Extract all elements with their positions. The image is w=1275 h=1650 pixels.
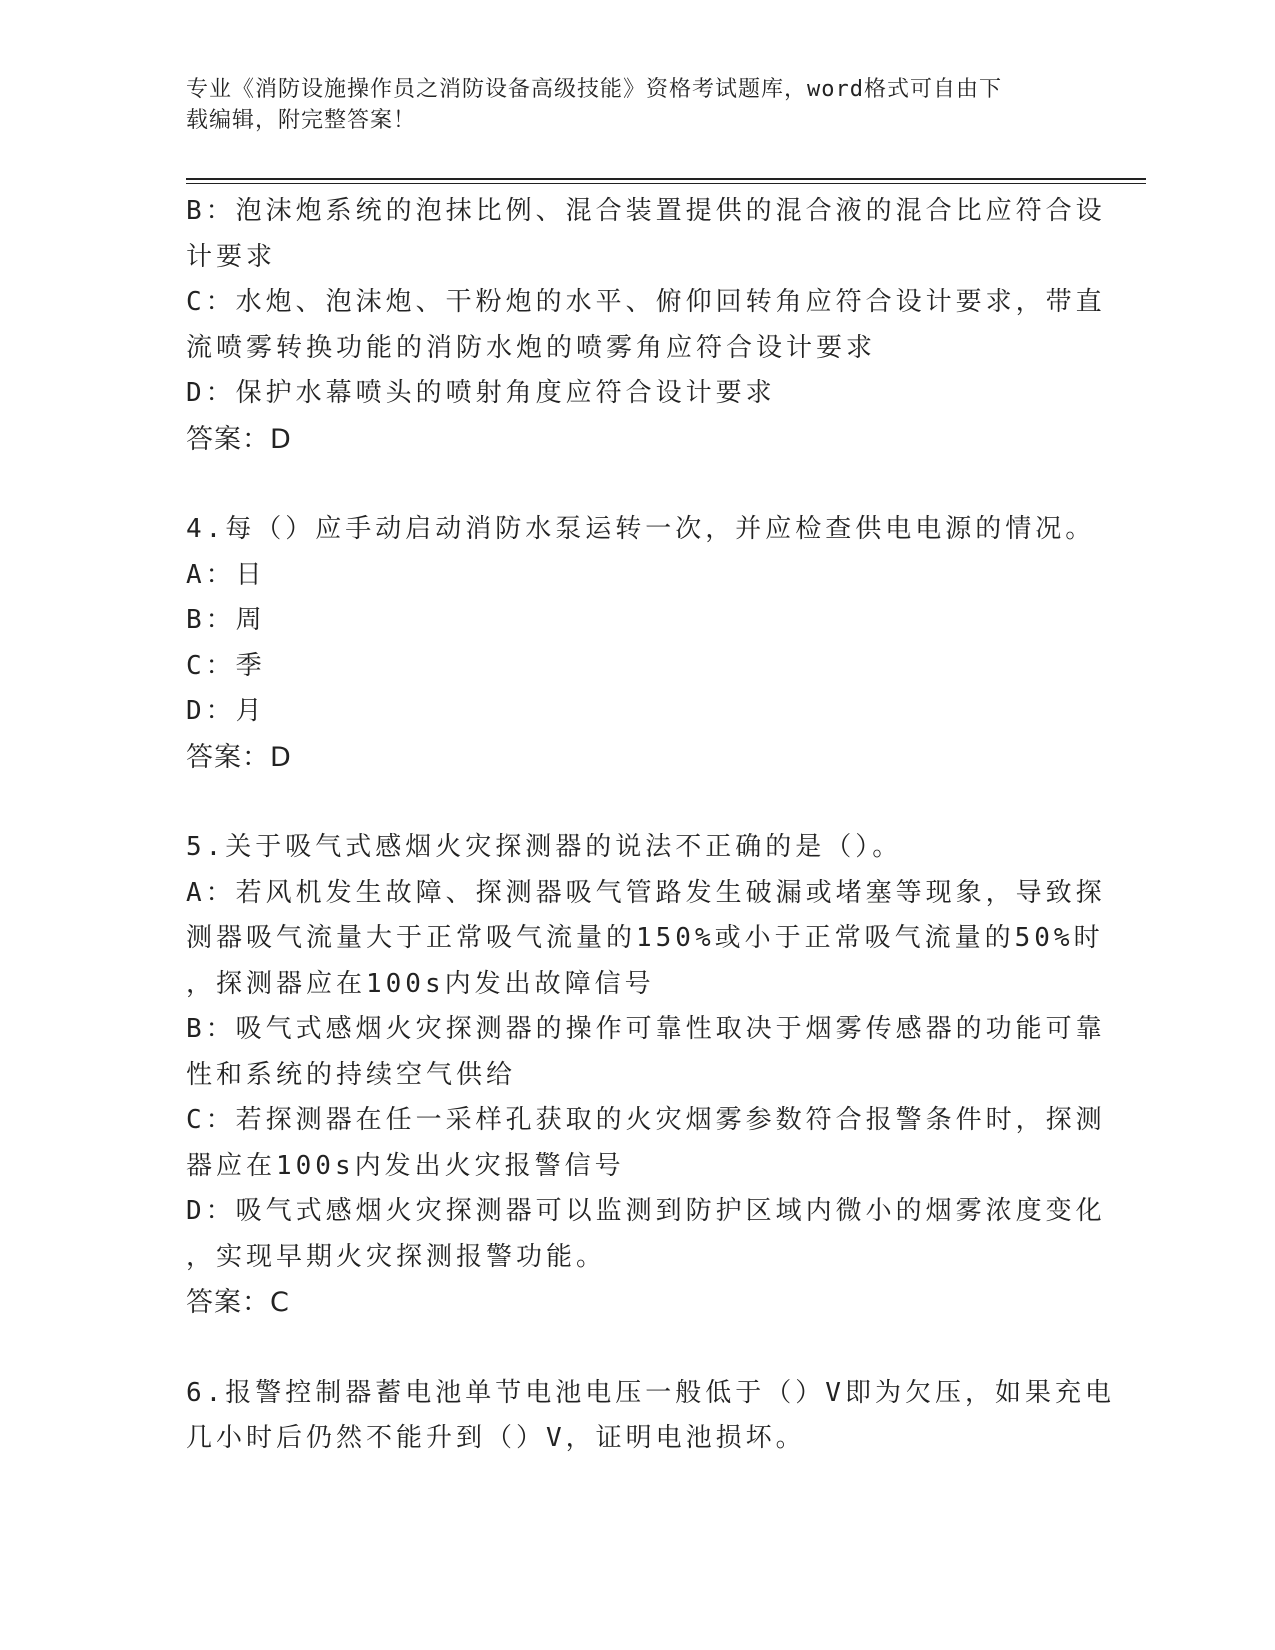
q6-question-line-2: 几小时后仍然不能升到（）V，证明电池损坏。 <box>186 1423 806 1453</box>
q5-question: 5.关于吸气式感烟火灾探测器的说法不正确的是（）。 <box>186 832 903 862</box>
q3-option-c-line-1: C：水炮、泡沫炮、干粉炮的水平、俯仰回转角应符合设计要求，带直 <box>186 287 1106 317</box>
q5-option-a-line-3: ，探测器应在100s内发出故障信号 <box>186 968 655 999</box>
q3-option-b-line-1: B：泡沫炮系统的泡抹比例、混合装置提供的混合液的混合比应符合设 <box>186 196 1106 226</box>
spacer <box>186 462 1086 507</box>
document-body <box>186 189 1115 1462</box>
q3-option-c-line-2: 流喷雾转换功能的消防水炮的喷雾角应符合设计要求 <box>186 332 877 363</box>
q5-answer: 答案：C <box>186 1287 290 1318</box>
q5-option-b-line-1: B：吸气式感烟火灾探测器的操作可靠性取决于烟雾传感器的功能可靠 <box>186 1014 1106 1044</box>
q5-option-b-line-2: 性和系统的持续空气供给 <box>186 1059 517 1090</box>
q5-option-c-line-1: C：若探测器在任一采样孔获取的火灾烟雾参数符合报警条件时，探测 <box>186 1105 1106 1135</box>
q4-option-a: A：日 <box>186 559 266 590</box>
q6-question-line-1: 6.报警控制器蓄电池单节电池电压一般低于（）V即为欠压，如果充电 <box>186 1377 1115 1408</box>
q4-option-c: C：季 <box>186 650 266 681</box>
header-line-2: 载编辑，附完整答案！ <box>186 108 417 133</box>
spacer <box>186 1326 1086 1371</box>
header-line-1: 专业《消防设施操作员之消防设备高级技能》资格考试题库，word格式可自由下 <box>186 77 1002 102</box>
q5-option-a-line-2: 测器吸气流量大于正常吸气流量的150%或小于正常吸气流量的50%时 <box>186 923 1104 953</box>
question-6 <box>186 1371 1115 1462</box>
q4-option-d: D：月 <box>186 696 266 726</box>
q5-option-d-line-1: D：吸气式感烟火灾探测器可以监测到防护区域内微小的烟雾浓度变化 <box>186 1196 1106 1226</box>
q4-option-b: B：周 <box>186 605 266 635</box>
question-4 <box>186 507 1096 780</box>
q5-option-a-line-1: A：若风机发生故障、探测器吸气管路发生破漏或堵塞等现象，导致探 <box>186 877 1106 908</box>
q5-option-c-line-2: 器应在100s内发出火灾报警信号 <box>186 1150 625 1181</box>
question-3-tail <box>186 189 1106 462</box>
q3-option-d: D：保护水幕喷头的喷射角度应符合设计要求 <box>186 378 776 408</box>
question-5 <box>186 825 1106 1326</box>
q4-answer: 答案：D <box>186 741 292 773</box>
spacer <box>186 780 1086 825</box>
header-divider <box>186 178 1146 184</box>
q5-option-d-line-2: ，实现早期火灾探测报警功能。 <box>186 1241 607 1272</box>
q3-option-b-line-2: 计要求 <box>186 241 277 272</box>
q4-question: 4.每（）应手动启动消防水泵运转一次，并应检查供电电源的情况。 <box>186 514 1096 544</box>
document-header <box>186 74 1066 136</box>
q3-answer: 答案：D <box>186 423 292 455</box>
